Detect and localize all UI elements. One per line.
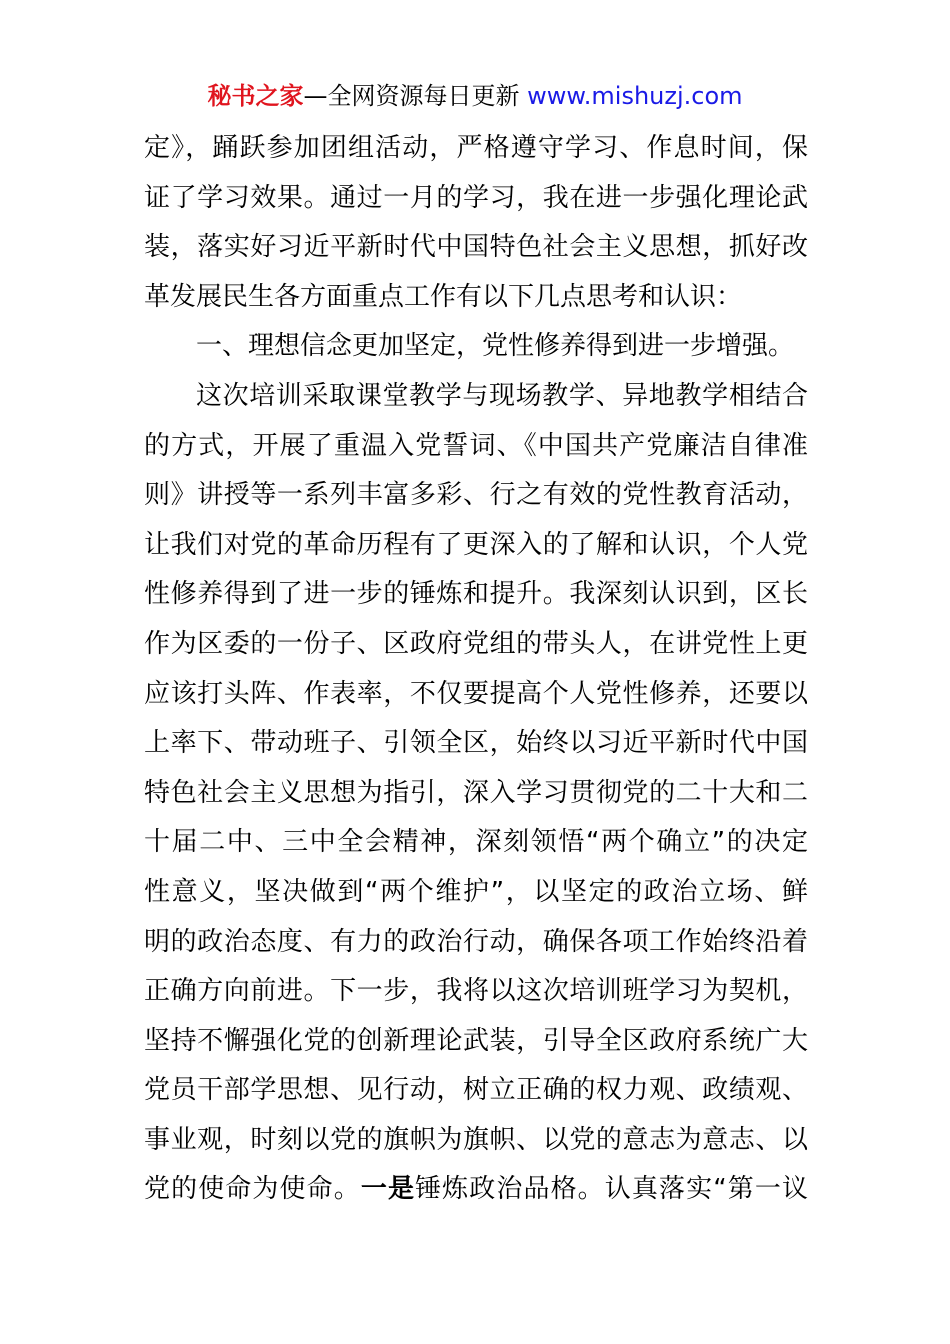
- text-line: 特色社会主义思想为指引，深入学习贯彻党的二十大和二: [144, 777, 808, 808]
- site-brand: 秘书之家: [207, 82, 304, 110]
- text-line: 性修养得到了进一步的锤炼和提升。我深刻认识到，区长: [144, 579, 808, 610]
- text-line: 性意义，坚决做到“两个维护”，以坚定的政治立场、鲜: [144, 876, 808, 907]
- text-line: 让我们对党的革命历程有了更深入的了解和认识，个人党: [144, 529, 808, 560]
- text-line: 事业观，时刻以党的旗帜为旗帜、以党的意志为意志、以: [144, 1124, 808, 1155]
- text-line: 这次培训采取课堂教学与现场教学、异地教学相结合: [196, 380, 808, 411]
- text-line: 坚持不懈强化党的创新理论武装，引导全区政府系统广大: [144, 1025, 808, 1056]
- document-body: [144, 124, 808, 1215]
- bold-marker: 一是: [360, 1174, 416, 1205]
- text-run: 锤炼政治品格。认真落实“第一议: [415, 1174, 808, 1205]
- text-line: 革发展民生各方面重点工作有以下几点思考和认识：: [144, 281, 743, 312]
- text-line: 明的政治态度、有力的政治行动，确保各项工作始终沿着: [144, 926, 808, 957]
- text-line: 应该打头阵、作表率，不仅要提高个人党性修养，还要以: [144, 678, 808, 709]
- site-tagline: —全网资源每日更新: [303, 82, 528, 110]
- text-line: 党员干部学思想、见行动，树立正确的权力观、政绩观、: [144, 1075, 808, 1106]
- text-line: 正确方向前进。下一步，我将以这次培训班学习为契机，: [144, 976, 808, 1007]
- text-run: 党的使命为使命。: [144, 1174, 361, 1205]
- text-line: 则》讲授等一系列丰富多彩、行之有效的党性教育活动，: [144, 480, 808, 511]
- section-heading: 一、理想信念更加坚定，党性修养得到进一步增强。: [196, 331, 795, 362]
- text-line: 上率下、带动班子、引领全区，始终以习近平新时代中国: [144, 728, 808, 759]
- text-line: 装，落实好习近平新时代中国特色社会主义思想，抓好改: [144, 232, 808, 263]
- text-line: 证了学习效果。通过一月的学习，我在进一步强化理论武: [144, 182, 808, 213]
- text-line: 作为区委的一份子、区政府党组的带头人，在讲党性上更: [144, 628, 808, 659]
- site-header: [0, 79, 950, 113]
- text-line: [144, 1165, 808, 1215]
- text-line: 定》，踊跃参加团组活动，严格遵守学习、作息时间，保: [144, 133, 808, 163]
- text-line: 十届二中、三中全会精神，深刻领悟“两个确立”的决定: [144, 827, 808, 858]
- text-line: 的方式，开展了重温入党誓词、《中国共产党廉洁自律准: [144, 430, 808, 461]
- site-url[interactable]: www.mishuzj.com: [527, 82, 743, 110]
